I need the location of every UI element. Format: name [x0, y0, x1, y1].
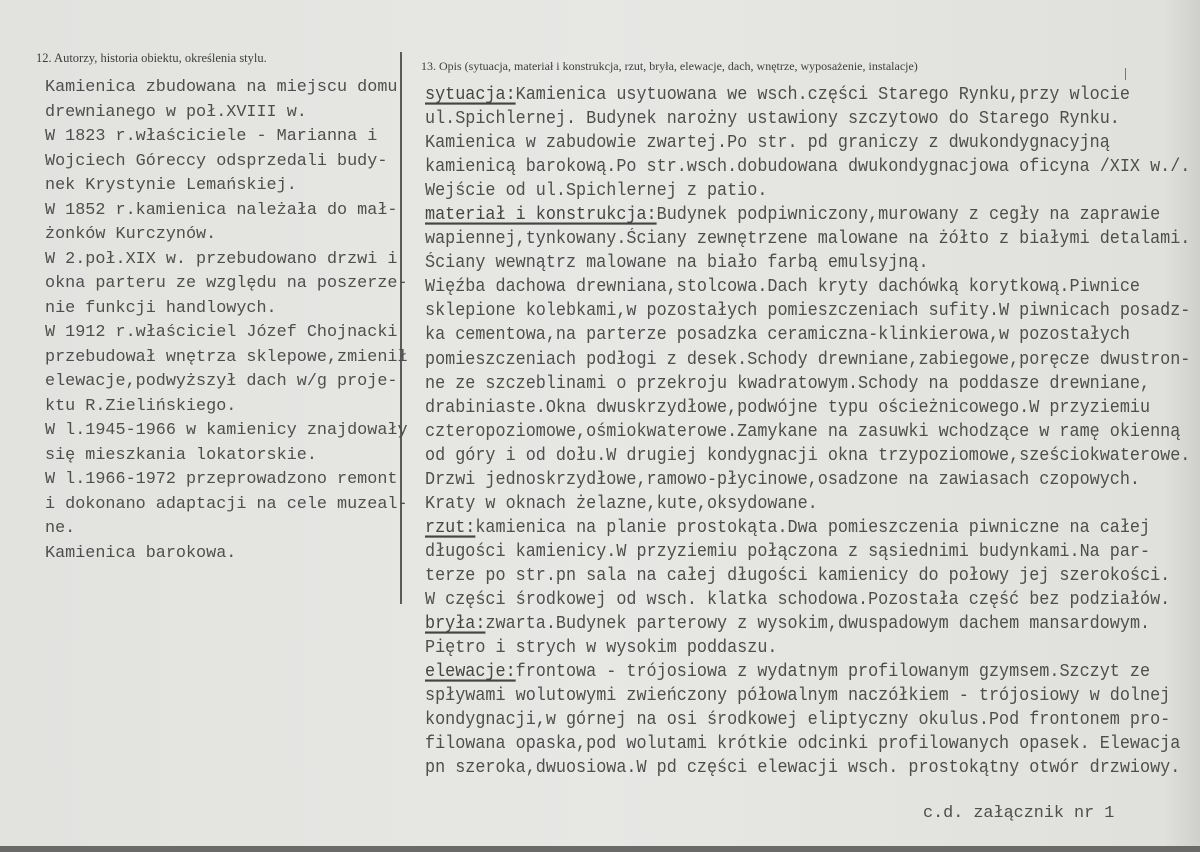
margin-mark: [1125, 68, 1126, 80]
history-line: nek Krystynie Lemańskiej.: [45, 176, 297, 195]
history-line: i dokonano adaptacji na cele muzeal-: [45, 494, 408, 514]
description-line: [425, 324, 1190, 350]
history-line: okna parteru ze względu na poszerze-: [45, 274, 408, 293]
history-line: W 1912 r.właściciel Józef Chojnacki: [45, 323, 398, 342]
description-line: [425, 251, 1190, 277]
description-text: [425, 84, 1190, 781]
history-line: nie funkcji handlowych.: [45, 298, 277, 318]
section-13-heading: 13. Opis (sytuacja, materiał i konstrukcja, rzut, bryła, elewacje, dach, wnętrze, wyposażenie, instalacje): [421, 59, 918, 73]
description-line: [425, 756, 1190, 782]
description-text-run: pn szeroka,dwuosiowa.W pd części elewacji wsch. prostokątny otwór drzwiowy.: [425, 758, 1181, 780]
description-line: [425, 372, 1190, 398]
description-text-run: Piętro i strych w wysokim poddaszu.: [425, 638, 778, 659]
description-line: [425, 636, 1190, 662]
history-line: drewnianego w poł.XVIII w.: [45, 102, 307, 122]
description-line: [425, 179, 1190, 205]
page-edge: [0, 846, 1200, 852]
history-text: [45, 76, 408, 566]
description-line: [425, 492, 1190, 518]
history-line: Kamienica zbudowana na miejscu domu: [45, 78, 398, 97]
description-text-run: W części środkowej od wsch. klatka schodowa.Pozostała część bez podziałów.: [425, 590, 1171, 611]
description-line: [425, 275, 1190, 301]
description-text-run: Kamienica usytuowana we wsch.części Starego Rynku,przy wlocie: [515, 85, 1130, 106]
section-label: elewacje:: [425, 662, 516, 683]
section-label: rzut:: [425, 518, 476, 539]
description-text-run: Kamienica w zabudowie zwartej.Po str. pd graniczy z dwukondygnacyjną: [425, 133, 1110, 154]
history-line: W 1823 r.właściciele - Marianna i: [45, 127, 378, 146]
description-line: [425, 660, 1190, 686]
section-label: sytuacja:: [425, 85, 516, 106]
description-line: [425, 516, 1190, 542]
description-text-run: kamienica na planie prostokąta.Dwa pomieszczenia piwniczne na całej: [475, 518, 1151, 539]
description-text-run: długości kamienicy.W przyziemiu połączona z sąsiednimi budynkami.Na par-: [425, 542, 1151, 563]
description-text-run: Budynek podpiwniczony,murowany z cegły na zaprawie: [656, 205, 1161, 226]
description-line: [425, 732, 1190, 758]
description-line: [425, 396, 1190, 422]
description-text-run: kondygnacji,w górnej na osi środkowej eliptyczny okulus.Pod frontonem pro-: [425, 710, 1171, 731]
description-text-run: Więźba dachowa drewniana,stolcowa.Dach kryty dachówką korytkową.Piwnice: [425, 277, 1140, 299]
description-text-run: ul.Spichlernej. Budynek narożny ustawiony szczytowo do Starego Rynku.: [425, 109, 1120, 130]
description-line: [425, 107, 1190, 133]
description-text-run: spływami wolutowymi zwieńczony półowalnym naczółkiem - trójosiowy w dolnej: [425, 686, 1171, 707]
description-line: [425, 203, 1190, 229]
section-label: bryła:: [425, 614, 486, 635]
description-text-run: Kraty w oknach żelazne,kute,oksydowane.: [425, 493, 818, 515]
history-line: elewacje,podwyższył dach w/g proje-: [45, 372, 398, 391]
history-line: Kamienica barokowa.: [45, 543, 237, 563]
description-text-run: czteropoziomowe,ośmiokwaterowe.Zamykane na zasuwki wchodzące w ramę okienną: [425, 421, 1181, 443]
description-line: [425, 155, 1190, 181]
description-line: [425, 444, 1190, 470]
history-line: W l.1945-1966 w kamienicy znajdowały: [45, 421, 408, 440]
history-line: W 1852 r.kamienica należała do mał-: [45, 200, 398, 220]
description-line: [425, 299, 1190, 325]
history-line: się mieszkania lokatorskie.: [45, 445, 317, 465]
description-text-run: sklepione kolebkami,w pozostałych pomieszczeniach sufity.W piwnicach posadz-: [425, 301, 1191, 323]
description-text-run: wapiennej,tynkowany.Ściany zewnętrzene malowane na żółto z białymi detalami.: [425, 229, 1191, 250]
description-text-run: ne ze szczeblinami o przekroju kwadratowym.Schody na poddasze drewniane,: [425, 373, 1151, 395]
description-line: [425, 540, 1190, 566]
description-line: [425, 684, 1190, 710]
description-text-run: Ściany wewnątrz malowane na biało farbą emulsyjną.: [425, 253, 929, 275]
description-text-run: Wejście od ul.Spichlernej z patio.: [425, 181, 768, 202]
history-line: ktu R.Zielińskiego.: [45, 396, 237, 416]
description-line: [425, 708, 1190, 734]
history-line: Wojciech Góreccy odsprzedali budy-: [45, 151, 388, 171]
description-line: [425, 348, 1190, 374]
history-line: przebudował wnętrza sklepowe,zmienił: [45, 347, 408, 367]
section-label: materiał i konstrukcja:: [425, 205, 657, 226]
description-text-run: drabiniaste.Okna dwuskrzydłowe,podwójne typu ościeżnicowego.W przyziemiu: [425, 397, 1151, 419]
description-text-run: terze po str.pn sala na całej długości kamienicy do połowy jej szerokości.: [425, 566, 1171, 587]
description-line: [425, 83, 1190, 109]
description-line: [425, 564, 1190, 590]
history-line: żonków Kurczynów.: [45, 225, 217, 244]
description-text-run: frontowa - trójosiowa z wydatnym profilowanym gzymsem.Szczyt ze: [515, 662, 1151, 683]
description-text-run: filowana opaska,pod wolutami krótkie odcinki profilowanych opasek. Elewacja: [425, 734, 1181, 755]
history-line: W 2.poł.XIX w. przebudowano drzwi i: [45, 249, 398, 269]
history-line: W l.1966-1972 przeprowadzono remont: [45, 470, 398, 489]
description-text-run: pomieszczeniach podłogi z desek.Schody drewniane,zabiegowe,poręcze dwustron-: [425, 349, 1191, 371]
section-12-heading: 12. Autorzy, historia obiektu, określenia stylu.: [36, 51, 267, 65]
description-text-run: od góry i od dołu.W drugiej kondygnacji okna trzypoziomowe,sześciokwaterowe.: [425, 445, 1191, 467]
continuation-note: c.d. załącznik nr 1: [923, 804, 1115, 823]
description-text-run: zwarta.Budynek parterowy z wysokim,dwuspadowym dachem mansardowym.: [485, 614, 1151, 635]
description-text-run: Drzwi jednoskrzydłowe,ramowo-płycinowe,osadzone na zawiasach czopowych.: [425, 469, 1140, 491]
description-line: [425, 612, 1190, 638]
history-line: ne.: [45, 519, 76, 538]
description-line: [425, 227, 1190, 253]
description-line: [425, 131, 1190, 157]
description-text-run: ka cementowa,na parterze posadzka ceramiczna-klinkierowa,w pozostałych: [425, 325, 1130, 347]
description-line: [425, 420, 1190, 446]
description-text-run: kamienicą barokową.Po str.wsch.dobudowana dwukondygnacjowa oficyna /XIX w./.: [425, 157, 1191, 178]
description-line: [425, 588, 1190, 614]
description-line: [425, 468, 1190, 494]
